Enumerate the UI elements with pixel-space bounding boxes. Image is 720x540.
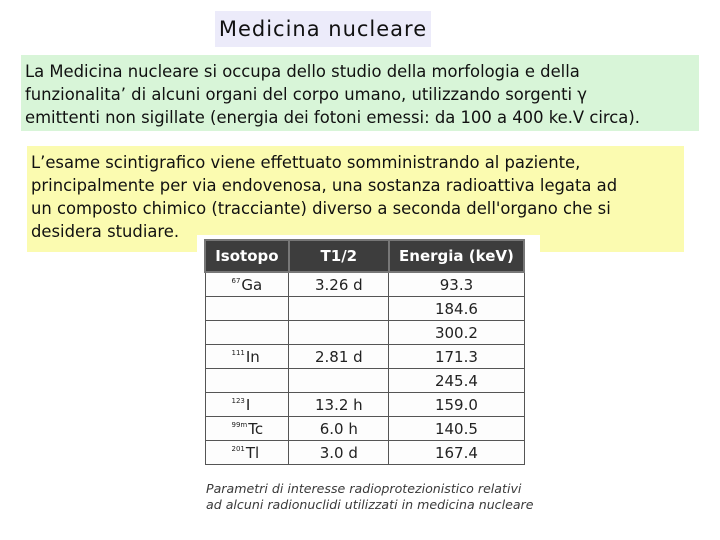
isotope-cell <box>205 369 289 393</box>
energy-cell: 300.2 <box>389 321 524 345</box>
mass-number: 67 <box>231 276 241 285</box>
isotope-table <box>204 239 525 465</box>
half-life-cell: 13.2 h <box>289 393 389 417</box>
isotope-cell <box>205 345 289 369</box>
energy-cell: 245.4 <box>389 369 524 393</box>
page-title <box>215 11 431 47</box>
half-life-cell: 3.26 d <box>289 272 389 297</box>
isotope-cell <box>205 417 289 441</box>
table-row <box>205 393 524 417</box>
header-half-life: T1/2 <box>289 240 389 272</box>
exam-line: desidera studiare. <box>31 222 180 241</box>
table-row <box>205 272 524 297</box>
page-title-text: Medicina nucleare <box>218 17 428 41</box>
half-life-cell <box>289 321 389 345</box>
intro-line: emittenti non sigillate (energia dei fotoni emessi: da 100 a 400 ke.V circa). <box>25 108 640 127</box>
isotope-cell <box>205 321 289 345</box>
isotope-cell <box>205 441 289 465</box>
half-life-cell: 2.81 d <box>289 345 389 369</box>
isotope-cell <box>205 297 289 321</box>
table-row <box>205 417 524 441</box>
element-symbol: I <box>245 395 251 414</box>
half-life-cell: 3.0 d <box>289 441 389 465</box>
intro-box <box>21 55 699 131</box>
table-row <box>205 321 524 345</box>
table-caption: Parametri di interesse radioprotezionistico relativi ad alcuni radionuclidi utilizzati in medicina nucleare <box>206 481 534 512</box>
header-energy: Energia (keV) <box>389 240 524 272</box>
mass-number: 123 <box>231 396 245 405</box>
isotope-table-panel <box>197 235 540 535</box>
exam-line: un composto chimico (tracciante) diverso a seconda dell'organo che si <box>31 199 611 218</box>
element-symbol: Ga <box>241 275 263 294</box>
table-row <box>205 441 524 465</box>
mass-number: 99m <box>231 420 248 429</box>
table-row <box>205 345 524 369</box>
element-symbol: Tc <box>248 419 264 438</box>
energy-cell: 93.3 <box>389 272 524 297</box>
energy-cell: 167.4 <box>389 441 524 465</box>
half-life-cell: 6.0 h <box>289 417 389 441</box>
half-life-cell <box>289 297 389 321</box>
energy-cell: 171.3 <box>389 345 524 369</box>
table-row <box>205 297 524 321</box>
energy-cell: 184.6 <box>389 297 524 321</box>
half-life-cell <box>289 369 389 393</box>
table-row <box>205 369 524 393</box>
intro-line: funzionalita’ di alcuni organi del corpo umano, utilizzando sorgenti γ <box>25 85 588 104</box>
table-header-row <box>205 240 524 272</box>
isotope-cell <box>205 272 289 297</box>
energy-cell: 140.5 <box>389 417 524 441</box>
element-symbol: Tl <box>245 443 260 462</box>
isotope-cell <box>205 393 289 417</box>
mass-number: 201 <box>231 444 245 453</box>
mass-number: 111 <box>231 348 245 357</box>
energy-cell: 159.0 <box>389 393 524 417</box>
intro-line: La Medicina nucleare si occupa dello studio della morfologia e della <box>25 62 580 81</box>
header-isotope: Isotopo <box>205 240 289 272</box>
exam-line: principalmente per via endovenosa, una sostanza radioattiva legata ad <box>31 176 618 195</box>
element-symbol: In <box>245 347 260 366</box>
exam-line: L’esame scintigrafico viene effettuato somministrando al paziente, <box>31 153 581 172</box>
